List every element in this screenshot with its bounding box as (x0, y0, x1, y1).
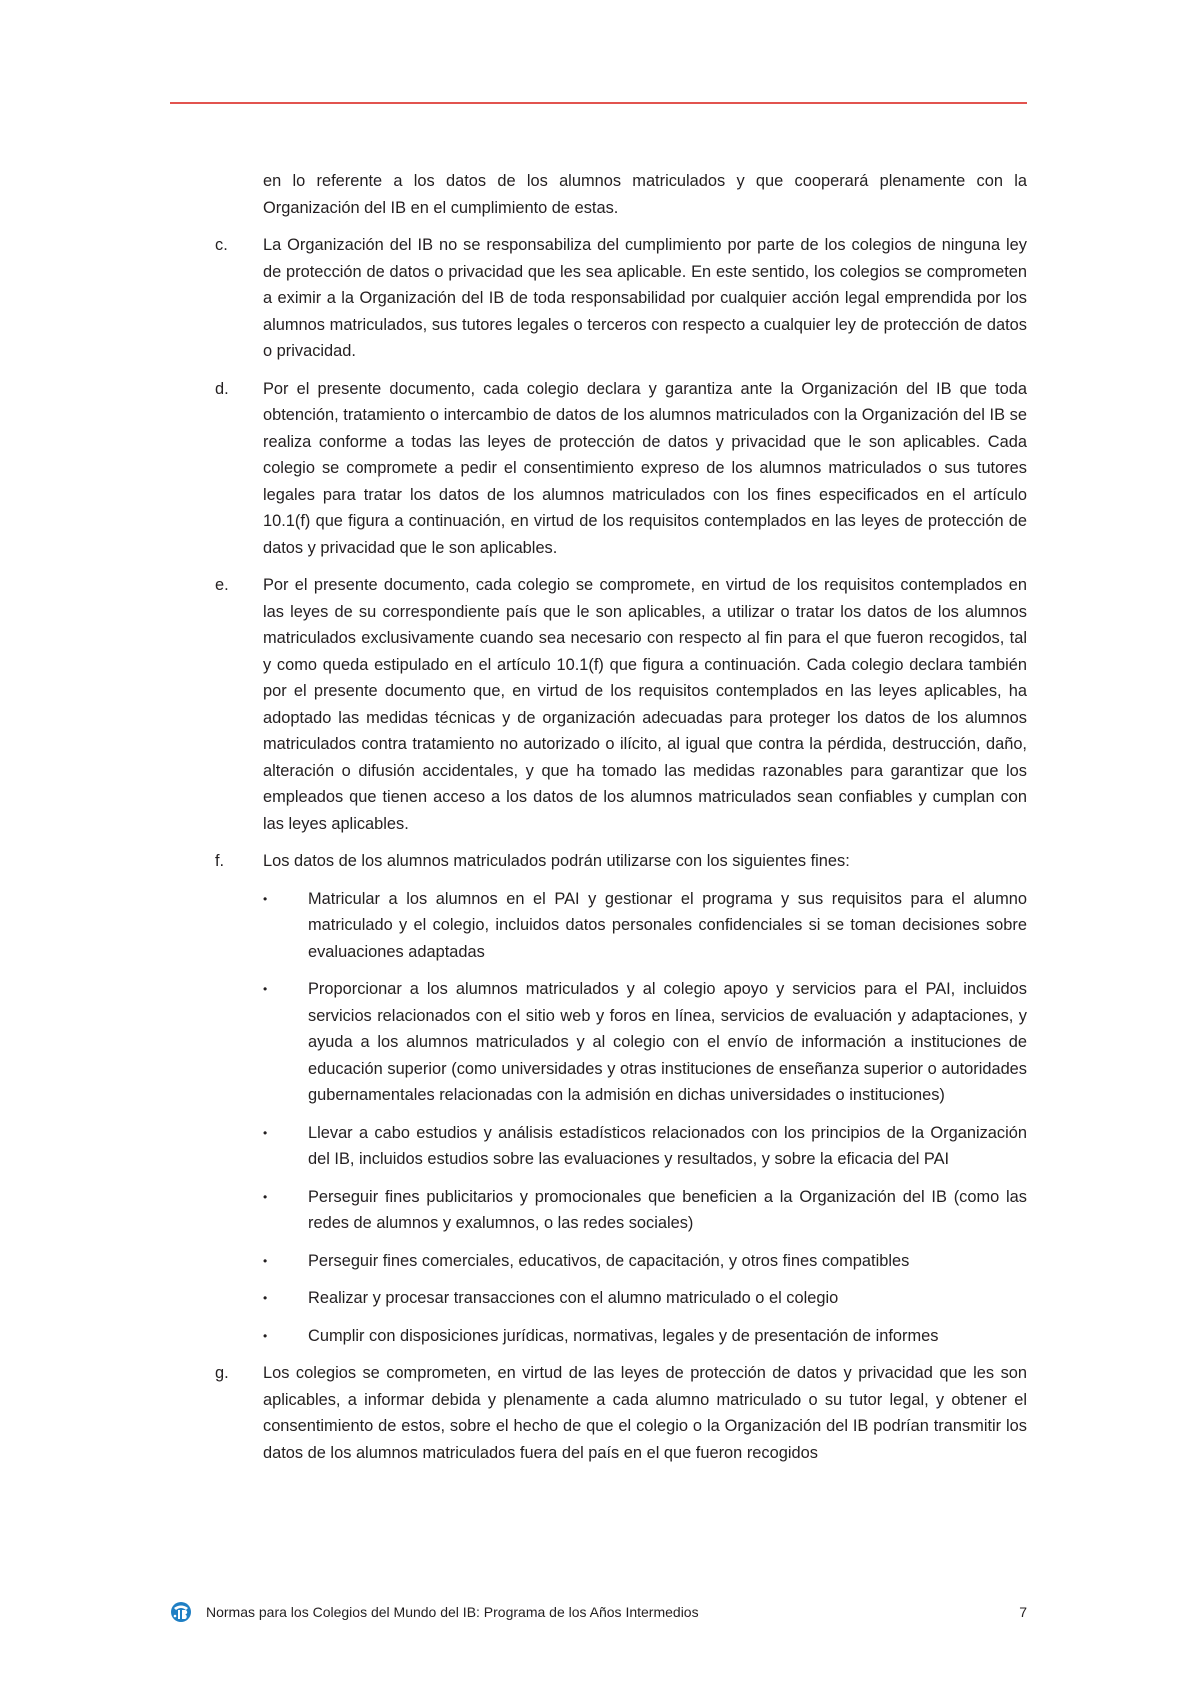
purposes-bullet-list (263, 886, 1027, 1350)
list-item-e (215, 572, 1027, 837)
bullet-text: Perseguir fines comerciales, educativos, de capacitación, y otros fines compatibles (308, 1251, 910, 1270)
bullet-text: Proporcionar a los alumnos matriculados y al colegio apoyo y servicios para el PAI, incluidos servicios relacionados con el sitio web y foros en línea, servicios de evaluación y adaptaciones, y ayuda a los alumnos matriculados y al colegio con el envío de información a instituciones de educación superior (como universidades y otras instituciones de enseñanza superior o autoridades gubernamentales relacionadas con la admisión en dichas universidades o instituciones) (308, 980, 1027, 1104)
item-letter: c. (215, 236, 228, 254)
bullet-text: Llevar a cabo estudios y análisis estadísticos relacionados con los principios de la Organización del IB, incluidos estudios sobre las evaluaciones y resultados, y sobre la eficacia del PAI (308, 1123, 1027, 1168)
bullet-icon: • (263, 1253, 268, 1268)
item-letter: f. (215, 852, 225, 870)
bullet-item (263, 1248, 1027, 1275)
bullet-item (263, 886, 1027, 966)
bullet-icon: • (263, 982, 268, 996)
bullet-text: Cumplir con disposiciones jurídicas, normativas, legales y de presentación de informes (308, 1326, 939, 1345)
item-text: Los datos de los alumnos matriculados podrán utilizarse con los siguientes fines: (263, 852, 850, 870)
bullet-text: Perseguir fines publicitarios y promocionales que beneficien a la Organización del IB (como las redes de alumnos y exalumnos, o las redes sociales) (308, 1187, 1027, 1232)
bullet-icon: • (263, 1125, 268, 1140)
list-item-c (215, 232, 1027, 365)
bullet-icon: • (263, 1189, 268, 1204)
footer-title: Normas para los Colegios del Mundo del IB: Programa de los Años Intermedios (206, 1604, 699, 1620)
page-number: 7 (1019, 1604, 1027, 1620)
item-letter: e. (215, 576, 229, 594)
bullet-icon: • (263, 1328, 268, 1343)
bullet-item (263, 1285, 1027, 1312)
document-body (215, 168, 1027, 1466)
item-text: Los colegios se comprometen, en virtud de las leyes de protección de datos y privacidad que les son aplicables, a informar debida y plenamente a cada alumno matriculado o su tutor legal, y obtener el consentimiento de estos, sobre el hecho de que el colegio o la Organización del IB podrían transmitir los datos de los alumnos matriculados fuera del país en el que fueron recogidos (263, 1364, 1027, 1462)
item-text: Por el presente documento, cada colegio se compromete, en virtud de los requisitos contemplados en las leyes de su correspondiente país que le son aplicables, a utilizar o tratar los datos de los alumnos matriculados exclusivamente cuando sea necesario con respecto al fin para el que fueron recogidos, tal y como queda estipulado en el artículo 10.1(f) que figura a continuación. Cada colegio declara también por el presente documento que, en virtud de los requisitos contemplados en las leyes aplicables, ha adoptado las medidas técnicas y de organización adecuadas para proteger los datos de los alumnos matriculados contra tratamiento no autorizado o ilícito, al igual que contra la pérdida, destrucción, daño, alteración o difusión accidentales, y que ha tomado las medidas razonables para garantizar que los empleados que tienen acceso a los datos de los alumnos matriculados sean confiables y cumplan con las leyes aplicables. (263, 576, 1027, 833)
page-footer (170, 1599, 1027, 1625)
intro-continuation: en lo referente a los datos de los alumnos matriculados y que cooperará plenamente con la Organización del IB en el cumplimiento de estas. (263, 172, 1027, 217)
bullet-text: Matricular a los alumnos en el PAI y gestionar el programa y sus requisitos para el alumno matriculado y el colegio, incluidos datos personales confidenciales si se toman decisiones sobre evaluaciones adaptadas (308, 889, 1027, 961)
bullet-icon: • (263, 1291, 268, 1305)
item-letter: g. (215, 1364, 229, 1382)
bullet-item (263, 1323, 1027, 1350)
list-item-d (215, 376, 1027, 562)
bullet-icon: • (263, 891, 268, 906)
bullet-item (263, 1120, 1027, 1173)
bullet-text: Realizar y procesar transacciones con el alumno matriculado o el colegio (308, 1289, 839, 1307)
item-text: La Organización del IB no se responsabiliza del cumplimiento por parte de los colegios de ninguna ley de protección de datos o privacidad que les sea aplicable. En este sentido, los colegios se comprometen a eximir a la Organización del IB de toda responsabilidad por cualquier acción legal emprendida por los alumnos matriculados, sus tutores legales o terceros con respecto a cualquier ley de protección de datos o privacidad. (263, 236, 1027, 360)
list-item-g (215, 1360, 1027, 1466)
item-letter: d. (215, 379, 229, 398)
bullet-item (263, 976, 1027, 1109)
header-rule (170, 102, 1027, 104)
item-text: Por el presente documento, cada colegio declara y garantiza ante la Organización del IB que toda obtención, tratamiento o intercambio de datos de los alumnos matriculados con la Organización del IB se realiza conforme a todas las leyes de protección de datos y privacidad que le son aplicables. Cada colegio se compromete a pedir el consentimiento expreso de los alumnos matriculados o sus tutores legales para tratar los datos de los alumnos matriculados con los fines especificados en el artículo 10.1(f) que figura a continuación, en virtud de los requisitos contemplados en las leyes de protección de datos y privacidad que le son aplicables. (263, 379, 1027, 557)
bullet-item (263, 1184, 1027, 1237)
list-item-f (215, 848, 1027, 875)
ib-logo-icon (170, 1601, 192, 1623)
